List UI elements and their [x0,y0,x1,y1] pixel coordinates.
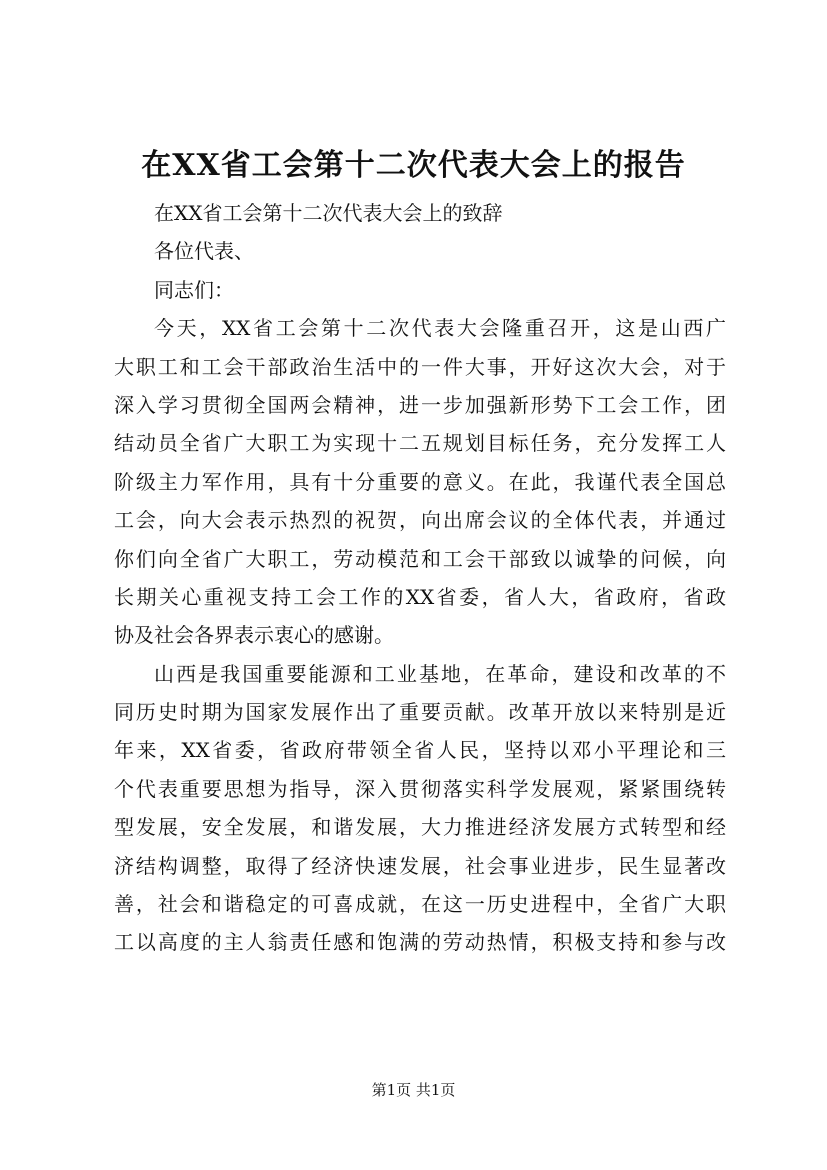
paragraph-line: 协及社会各界表示衷心的感谢。 [114,623,394,648]
paragraph-line: 结动员全省广大职工为实现十二五规划目标任务，充分发挥工人 [114,431,726,456]
paragraph-line: 今天，XX省工会第十二次代表大会隆重召开，这是山西广 [154,316,726,341]
paragraph-1 [114,309,726,655]
paragraph-2 [114,655,726,962]
paragraph-line: 年来，XX省委，省政府带领全省人民，坚持以邓小平理论和三 [114,738,726,763]
paragraph-line: 工以高度的主人翁责任感和饱满的劳动热情，积极支持和参与改 [114,930,726,955]
paragraph-line: 长期关心重视支持工会工作的XX省委，省人大，省政府，省政 [114,584,726,609]
paragraph-line: 山西是我国重要能源和工业基地，在革命，建设和改革的不 [154,661,726,686]
paragraph-line: 济结构调整，取得了经济快速发展，社会事业进步，民生显著改 [114,853,726,878]
paragraph-line: 型发展，安全发展，和谐发展，大力推进经济发展方式转型和经 [114,815,726,840]
paragraph-line: 大职工和工会干部政治生活中的一件大事，开好这次大会，对于 [114,354,726,379]
paragraph-line: 深入学习贯彻全国两会精神，进一步加强新形势下工会工作，团 [114,392,726,417]
document-subtitle: 在XX省工会第十二次代表大会上的致辞 [154,201,503,225]
paragraph-line: 工会，向大会表示热烈的祝贺，向出席会议的全体代表，并通过 [114,508,726,533]
salutation-line: 各位代表、 [154,239,254,264]
paragraph-line: 善，社会和谐稳定的可喜成就，在这一历史进程中，全省广大职 [114,892,726,917]
paragraph-line: 个代表重要思想为指导，深入贯彻落实科学发展观，紧紧围绕转 [114,776,726,801]
page-footer: 第1页 共1页 [371,1081,456,1099]
paragraph-line: 你们向全省广大职工，劳动模范和工会干部致以诚挚的问候，向 [114,546,726,571]
document-body [114,194,726,962]
document-title: 在XX省工会第十二次代表大会上的报告 [141,148,686,183]
paragraph-line: 同历史时期为国家发展作出了重要贡献。改革开放以来特别是近 [114,700,726,725]
paragraph-line: 阶级主力军作用，具有十分重要的意义。在此，我谨代表全国总 [114,469,726,494]
salutation-line: 同志们： [154,277,234,302]
